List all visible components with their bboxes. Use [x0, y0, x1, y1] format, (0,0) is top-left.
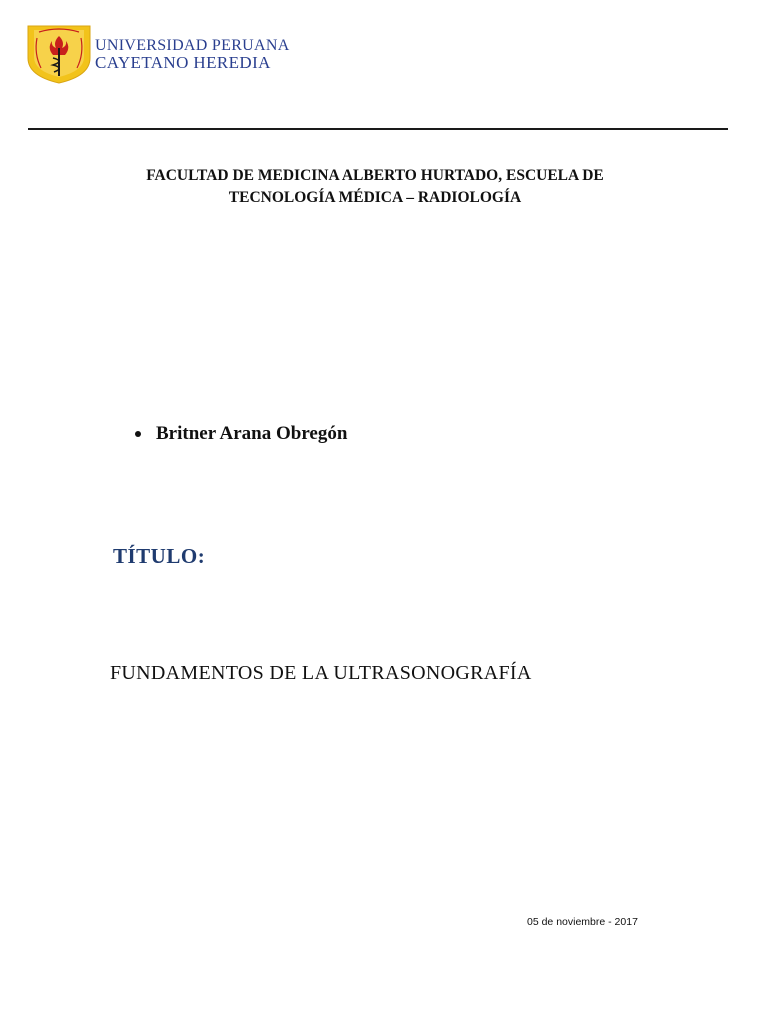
university-logo	[25, 24, 325, 84]
university-shield-icon	[25, 24, 93, 84]
faculty-line-2: TECNOLOGÍA MÉDICA – RADIOLOGÍA	[228, 189, 522, 206]
faculty-line-1: FACULTAD DE MEDICINA ALBERTO HURTADO, ESCUELA DE	[146, 167, 604, 184]
author-name: Britner Arana Obregón	[156, 423, 348, 444]
university-name-line2: CAYETANO HEREDIA	[95, 53, 271, 72]
bullet-icon	[135, 431, 141, 437]
university-name	[95, 37, 290, 71]
title-label: TÍTULO:	[113, 544, 206, 568]
author-list	[130, 423, 347, 445]
header-divider	[28, 128, 728, 130]
list-item	[130, 423, 347, 445]
document-title: FUNDAMENTOS DE LA ULTRASONOGRAFÍA	[110, 662, 532, 684]
document-date: 05 de noviembre - 2017	[527, 916, 638, 928]
faculty-heading	[100, 165, 650, 209]
university-name-line1: UNIVERSIDAD PERUANA	[95, 37, 290, 54]
